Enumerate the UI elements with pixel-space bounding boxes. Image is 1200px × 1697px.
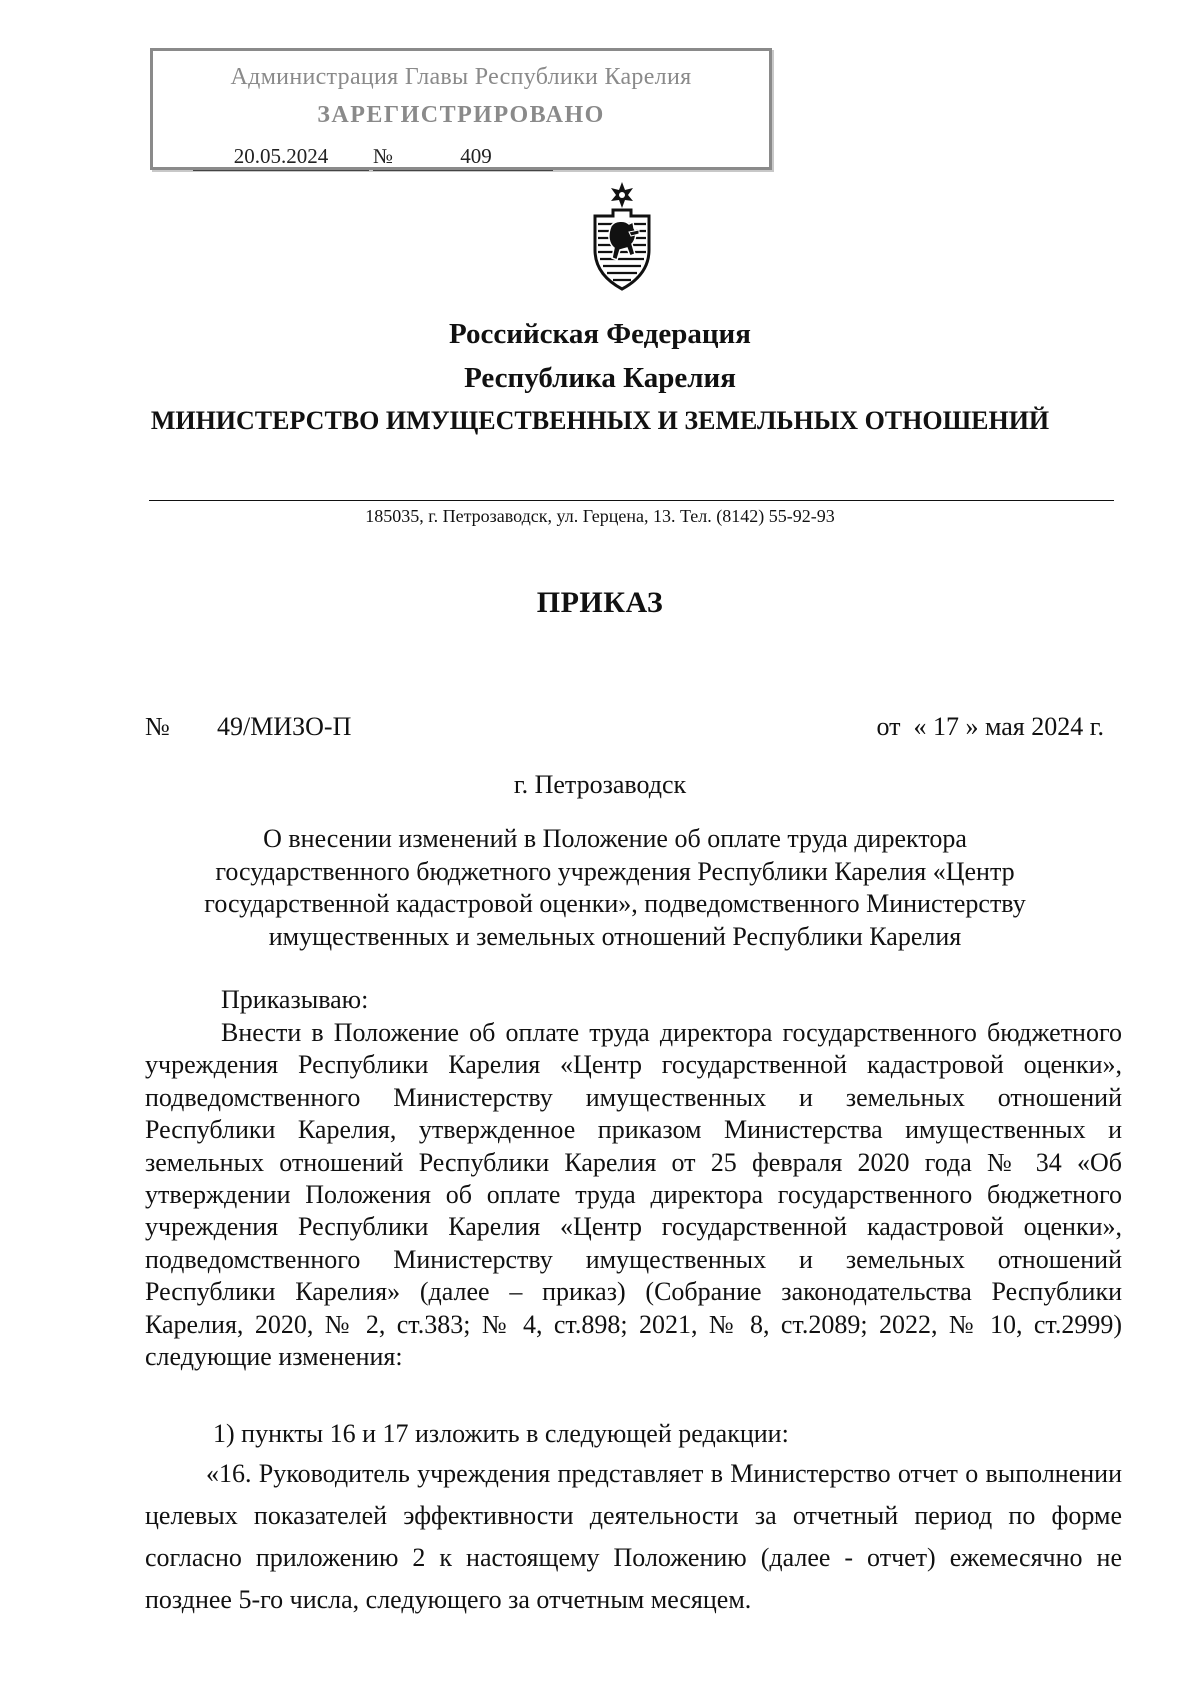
main-paragraph: Внести в Положение об оплате труда директора государственного бюджетного учреждения Республики Карелия «Центр государственной кадастровой оценки», подведомственного Министерству имущественных и земельных отношений Республики Карелия, утвержденное приказом Министерства имущественных и земельных отношений Республики Карелия от 25 февраля 2020 года № 34 «Об утверждении Положения об оплате труда директора государственного бюджетного учреждения Республики Карелия «Центр государственной кадастровой оценки», подведомственного Министерству имущественных и земельных отношений Республики Карелия» (далее – приказ) (Собрание законодательства Республики Карелия, 2020, № 2, ст.383; № 4, ст.898; 2021, № 8, ст.2089; 2022, № 10, ст.2999) следующие изменения: bbox=[145, 1018, 1122, 1372]
registration-stamp bbox=[150, 48, 772, 170]
quote-paragraph-16: «16. Руководитель учреждения представляет в Министерство отчет о выполнении целевых показателей эффективности деятельности за отчетный период по форме согласно приложению 2 к настоящему Положению (далее - отчет) ежемесячно не позднее 5-го числа, следующего за отчетным месяцем. bbox=[145, 1459, 1122, 1614]
item-1: 1) пункты 16 и 17 изложить в следующей редакции: bbox=[213, 1419, 789, 1448]
order-number-sign: № bbox=[145, 712, 170, 741]
order-date: от « 17 » мая 2024 г. bbox=[876, 712, 1104, 741]
order-title: О внесении изменений в Положение об оплате труда директора государственного бюджетного учреждения Республики Карелия «Центр государственной кадастровой оценки», подведомственного Министерству имущественных и земельных отношений Республики Карелия bbox=[204, 824, 1026, 952]
header-divider bbox=[149, 500, 1114, 501]
stamp-number: 409 bbox=[399, 144, 553, 171]
coat-of-arms-icon bbox=[587, 180, 657, 292]
ministry-heading: МИНИСТЕРСТВО ИМУЩЕСТВЕННЫХ И ЗЕМЕЛЬНЫХ ОТНОШЕНИЙ bbox=[150, 406, 1050, 435]
document-type: ПРИКАЗ bbox=[536, 586, 664, 619]
order-number: 49/МИЗО-П bbox=[217, 712, 352, 741]
orders-line: Приказываю: bbox=[221, 985, 369, 1014]
stamp-number-sign: № bbox=[373, 144, 399, 171]
star-icon bbox=[611, 182, 633, 208]
country-heading: Российская Федерация bbox=[449, 318, 751, 350]
republic-heading: Республика Карелия bbox=[464, 362, 736, 394]
order-city: г. Петрозаводск bbox=[513, 770, 687, 799]
stamp-status: ЗАРЕГИСТРИРОВАНО bbox=[317, 102, 605, 128]
ministry-address: 185035, г. Петрозаводск, ул. Герцена, 13. Тел. (8142) 55-92-93 bbox=[365, 506, 835, 526]
stamp-organization: Администрация Главы Республики Карелия bbox=[230, 64, 692, 90]
stamp-date: 20.05.2024 bbox=[193, 144, 369, 171]
